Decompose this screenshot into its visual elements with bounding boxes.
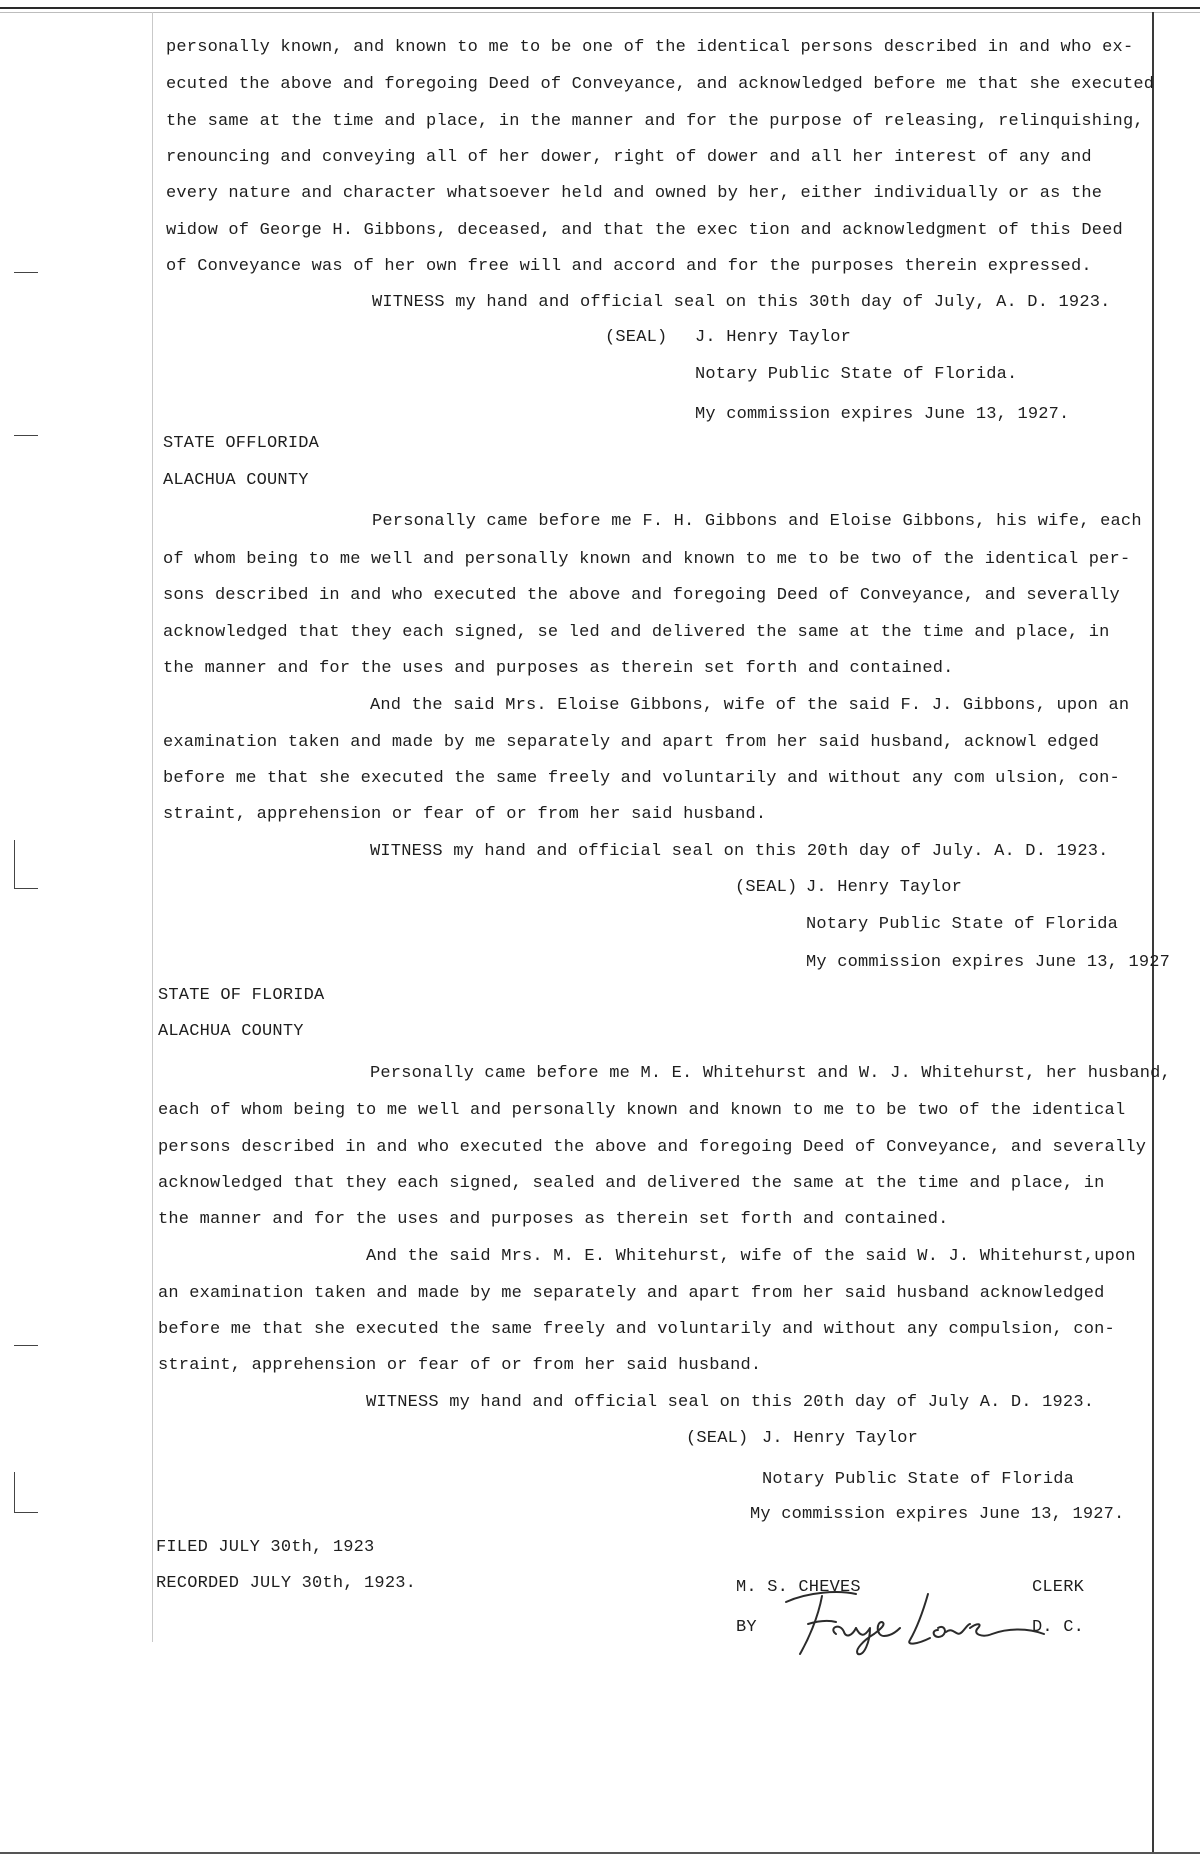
body-line: acknowledged that they each signed, se led and delivered the same at the time and place, in (163, 623, 1110, 642)
binding-mark (14, 1512, 38, 1513)
binding-mark (14, 435, 38, 436)
binding-mark (14, 272, 38, 273)
body-line: straint, apprehension or fear of or from her said husband. (158, 1356, 762, 1375)
body-line: an examination taken and made by me separately and apart from her said husband acknowledged (158, 1284, 1105, 1303)
notary-name: J. Henry Taylor (806, 878, 963, 897)
witness-line: WITNESS my hand and official seal on this 30th day of July, A. D. 1923. (372, 293, 1111, 312)
notary-title: Notary Public State of Florida (762, 1470, 1075, 1489)
notary-title: Notary Public State of Florida. (695, 365, 1018, 384)
body-line: the same at the time and place, in the manner and for the purpose of releasing, relinquishing, (166, 112, 1144, 131)
notary-name: J. Henry Taylor (762, 1429, 919, 1448)
clerk-name: M. S. CHEVES (736, 1578, 861, 1597)
body-line: widow of George H. Gibbons, deceased, and that the exec tion and acknowledgment of this Deed (166, 221, 1123, 240)
body-line: the manner and for the uses and purposes as therein set forth and contained. (163, 659, 954, 678)
body-line: of whom being to me well and personally known and known to me to be two of the identical per- (163, 550, 1131, 569)
body-line: examination taken and made by me separately and apart from her said husband, acknowl edged (163, 733, 1100, 752)
binding-mark (14, 1345, 38, 1346)
body-line: before me that she executed the same freely and voluntarily and without any com ulsion, con- (163, 769, 1120, 788)
filed-date: FILED JULY 30th, 1923 (156, 1538, 375, 1557)
state-heading: STATE OFFLORIDA (163, 434, 320, 453)
county-heading: ALACHUA COUNTY (163, 471, 309, 490)
body-line: personally known, and known to me to be one of the identical persons described in and who ex- (166, 38, 1134, 57)
body-line: ecuted the above and foregoing Deed of Conveyance, and acknowledged before me that she executed (166, 75, 1155, 94)
left-margin-rule (152, 12, 153, 1642)
binding-mark (14, 1472, 15, 1512)
notary-title: Notary Public State of Florida (806, 915, 1119, 934)
body-line: sons described in and who executed the above and foregoing Deed of Conveyance, and severally (163, 586, 1120, 605)
body-line: each of whom being to me well and personally known and known to me to be two of the identical (158, 1101, 1126, 1120)
clerk-title: CLERK (1032, 1578, 1085, 1597)
bottom-border-line (0, 1852, 1200, 1854)
body-line: every nature and character whatsoever held and owned by her, either individually or as the (166, 184, 1103, 203)
body-line: of Conveyance was of her own free will and accord and for the purposes therein expressed. (166, 257, 1092, 276)
body-line: acknowledged that they each signed, sealed and delivered the same at the time and place, in (158, 1174, 1105, 1193)
commission-expiry: My commission expires June 13, 1927. (695, 405, 1070, 424)
top-border-line (0, 7, 1200, 9)
seal-label: (SEAL) (605, 328, 668, 347)
body-line: Personally came before me M. E. Whitehurst and W. J. Whitehurst, her husband, (370, 1064, 1171, 1083)
commission-expiry: My commission expires June 13, 1927. (750, 1505, 1125, 1524)
binding-mark (14, 840, 15, 888)
seal-label: (SEAL) (686, 1429, 749, 1448)
body-line: before me that she executed the same freely and voluntarily and without any compulsion, con- (158, 1320, 1115, 1339)
seal-label: (SEAL) (735, 878, 798, 897)
body-line: the manner and for the uses and purposes as therein set forth and contained. (158, 1210, 949, 1229)
body-line: Personally came before me F. H. Gibbons and Eloise Gibbons, his wife, each (372, 512, 1142, 531)
recorded-date: RECORDED JULY 30th, 1923. (156, 1574, 417, 1593)
witness-line: WITNESS my hand and official seal on this 20th day of July A. D. 1923. (366, 1393, 1095, 1412)
binding-mark (14, 888, 38, 889)
county-heading: ALACHUA COUNTY (158, 1022, 304, 1041)
body-line: straint, apprehension or fear of or from her said husband. (163, 805, 767, 824)
body-line: persons described in and who executed the above and foregoing Deed of Conveyance, and severally (158, 1138, 1147, 1157)
body-line: And the said Mrs. M. E. Whitehurst, wife of the said W. J. Whitehurst,upon (366, 1247, 1136, 1266)
witness-line: WITNESS my hand and official seal on this 20th day of July. A. D. 1923. (370, 842, 1109, 861)
top-border-line-secondary (0, 12, 1200, 13)
commission-expiry: My commission expires June 13, 1927 (806, 953, 1171, 972)
notary-name: J. Henry Taylor (695, 328, 852, 347)
state-heading: STATE OF FLORIDA (158, 986, 325, 1005)
by-label: BY (736, 1618, 757, 1637)
body-line: renouncing and conveying all of her dower, right of dower and all her interest of any and (166, 148, 1092, 167)
handwritten-signature (778, 1578, 1048, 1658)
deputy-clerk-title: D. C. (1032, 1618, 1085, 1637)
right-margin-rule (1152, 12, 1154, 1852)
body-line: And the said Mrs. Eloise Gibbons, wife of the said F. J. Gibbons, upon an (370, 696, 1130, 715)
